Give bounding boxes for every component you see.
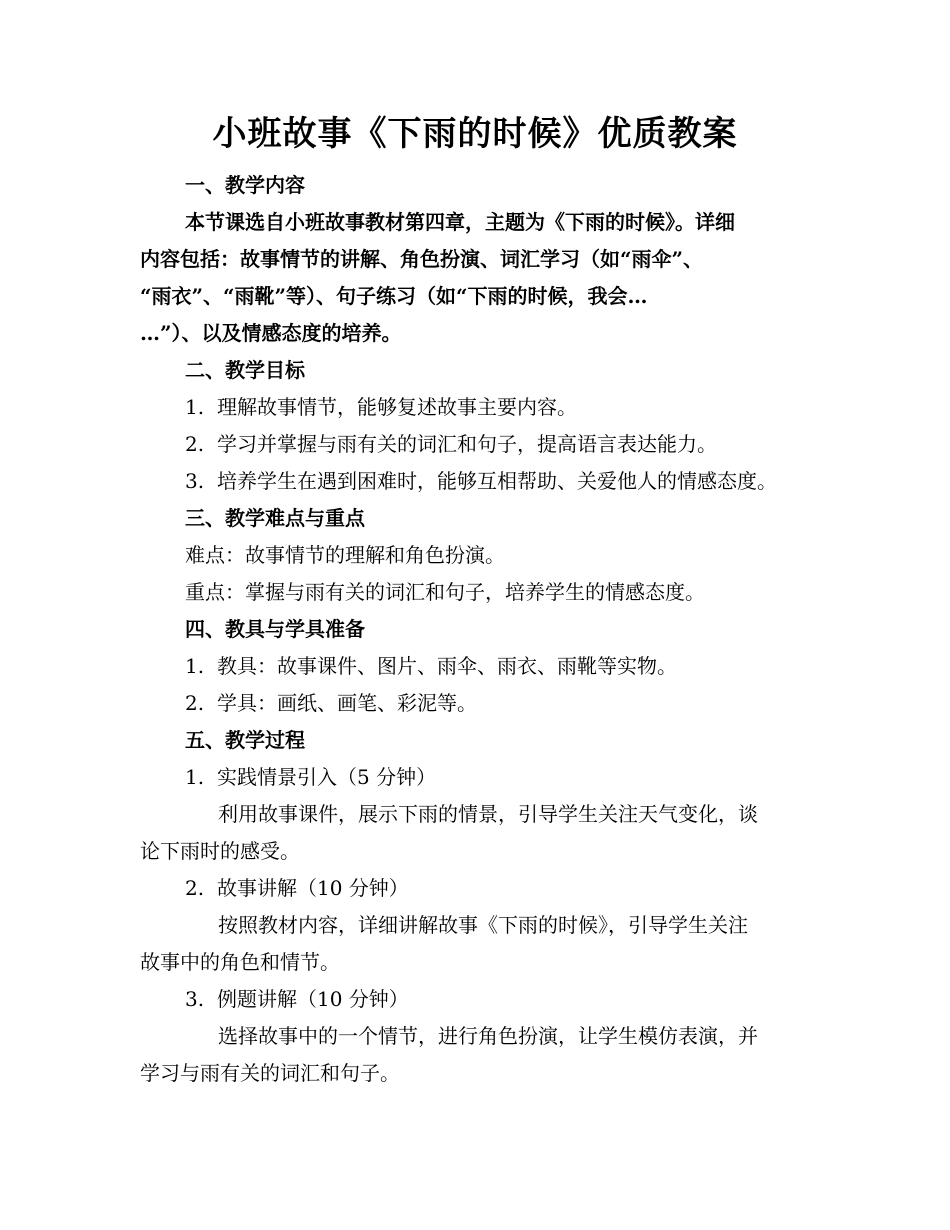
difficulty-line: 难点：故事情节的理解和角色扮演。 — [185, 543, 505, 567]
paragraph-line: “雨衣”、“雨靴”等）、句子练习（如“下雨的时候，我会… — [140, 284, 648, 308]
step-description-line: 故事中的角色和情节。 — [140, 950, 340, 974]
step-title: 故事讲解（10 分钟） — [217, 876, 409, 900]
list-number: 3. — [185, 469, 205, 493]
list-text: 教具：故事课件、图片、雨伞、雨衣、雨靴等实物。 — [217, 654, 677, 678]
section-heading-teaching-goals: 二、教学目标 — [185, 358, 305, 382]
list-item — [185, 466, 777, 496]
list-item — [185, 429, 717, 459]
section-heading-process: 五、教学过程 — [185, 728, 305, 752]
step-description-line: 选择故事中的一个情节，进行角色扮演，让学生模仿表演，并 — [218, 1024, 758, 1048]
step-description-line: 学习与雨有关的词汇和句子。 — [140, 1061, 400, 1085]
process-step — [185, 984, 409, 1014]
list-number: 1. — [185, 654, 205, 678]
paragraph-line: 内容包括：故事情节的讲解、角色扮演、词汇学习（如“雨伞”、 — [140, 247, 704, 271]
list-item — [185, 688, 477, 718]
list-text: 理解故事情节，能够复述故事主要内容。 — [217, 395, 577, 419]
step-description-line: 利用故事课件，展示下雨的情景，引导学生关注天气变化，谈 — [218, 802, 758, 826]
process-step — [185, 873, 409, 903]
section-heading-materials: 四、教具与学具准备 — [185, 617, 365, 641]
section-heading-teaching-content: 一、教学内容 — [185, 173, 305, 197]
list-text: 培养学生在遇到困难时，能够互相帮助、关爱他人的情感态度。 — [217, 469, 777, 493]
list-number: 1. — [185, 765, 205, 789]
process-step — [185, 762, 436, 792]
list-number: 2. — [185, 876, 205, 900]
step-description-line: 按照教材内容，详细讲解故事《下雨的时候》，引导学生关注 — [218, 913, 748, 937]
step-title: 实践情景引入（5 分钟） — [217, 765, 437, 789]
paragraph-line: 本节课选自小班故事教材第四章，主题为《下雨的时候》。详细 — [185, 210, 735, 234]
list-number: 1. — [185, 395, 205, 419]
list-number: 2. — [185, 691, 205, 715]
list-item — [185, 651, 677, 681]
step-title: 例题讲解（10 分钟） — [217, 987, 409, 1011]
paragraph-line: …”）、以及情感态度的培养。 — [140, 321, 402, 345]
step-description-line: 论下雨时的感受。 — [140, 839, 300, 863]
document-title: 小班故事《下雨的时候》优质教案 — [212, 114, 738, 154]
list-text: 学具：画纸、画笔、彩泥等。 — [217, 691, 477, 715]
list-number: 3. — [185, 987, 205, 1011]
list-number: 2. — [185, 432, 205, 456]
key-point-line: 重点：掌握与雨有关的词汇和句子，培养学生的情感态度。 — [185, 580, 705, 604]
section-heading-difficulties: 三、教学难点与重点 — [185, 506, 365, 530]
list-text: 学习并掌握与雨有关的词汇和句子，提高语言表达能力。 — [217, 432, 717, 456]
list-item — [185, 392, 577, 422]
